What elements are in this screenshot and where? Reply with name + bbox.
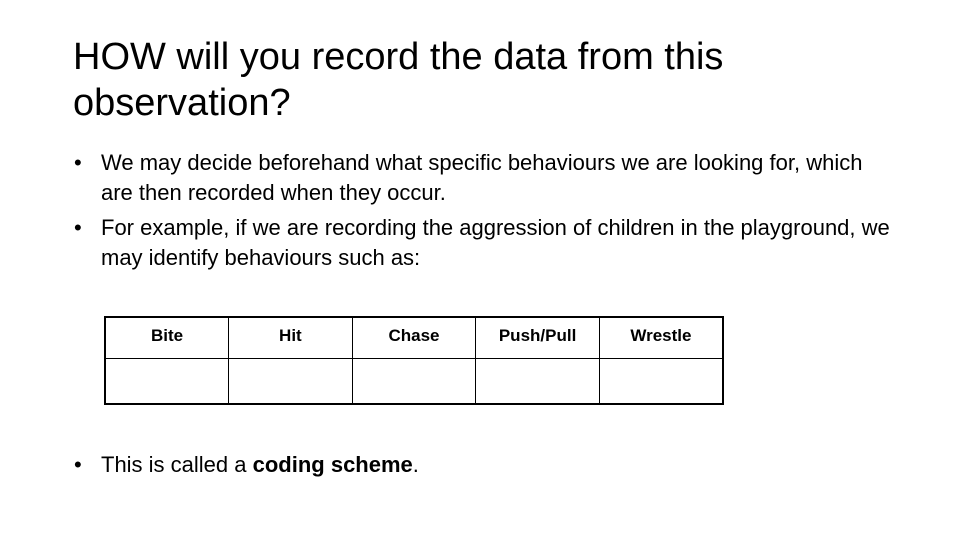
column-header-push-pull: Push/Pull [476,317,600,359]
table-cell [105,359,229,405]
footer-text-prefix: This is called a [101,452,253,477]
bullet-dot-icon: • [74,215,82,240]
bullet-item [74,213,894,273]
table-cell [476,359,600,405]
table-header-row [105,317,723,359]
column-header-chase: Chase [352,317,476,359]
coding-scheme-table [104,316,724,405]
bullet-dot-icon: • [74,452,82,477]
column-header-bite: Bite [105,317,229,359]
footer-bullet-item [74,450,419,480]
table-cell [229,359,353,405]
column-header-wrestle: Wrestle [599,317,723,359]
bullet-text: We may decide beforehand what specific behaviours we are looking for, which are then recorded when they occur. [101,150,863,205]
bullet-list [74,148,894,278]
column-header-hit: Hit [229,317,353,359]
bullet-text: For example, if we are recording the aggression of children in the playground, we may identify behaviours such as: [101,215,890,270]
bullet-item [74,148,894,208]
footer-text-suffix: . [412,452,419,477]
slide-title: HOW will you record the data from this observation? [73,36,724,124]
coding-scheme-term: coding scheme [252,452,413,477]
table-row [105,359,723,405]
table-cell [352,359,476,405]
bullet-dot-icon: • [74,150,82,175]
table-cell [599,359,723,405]
